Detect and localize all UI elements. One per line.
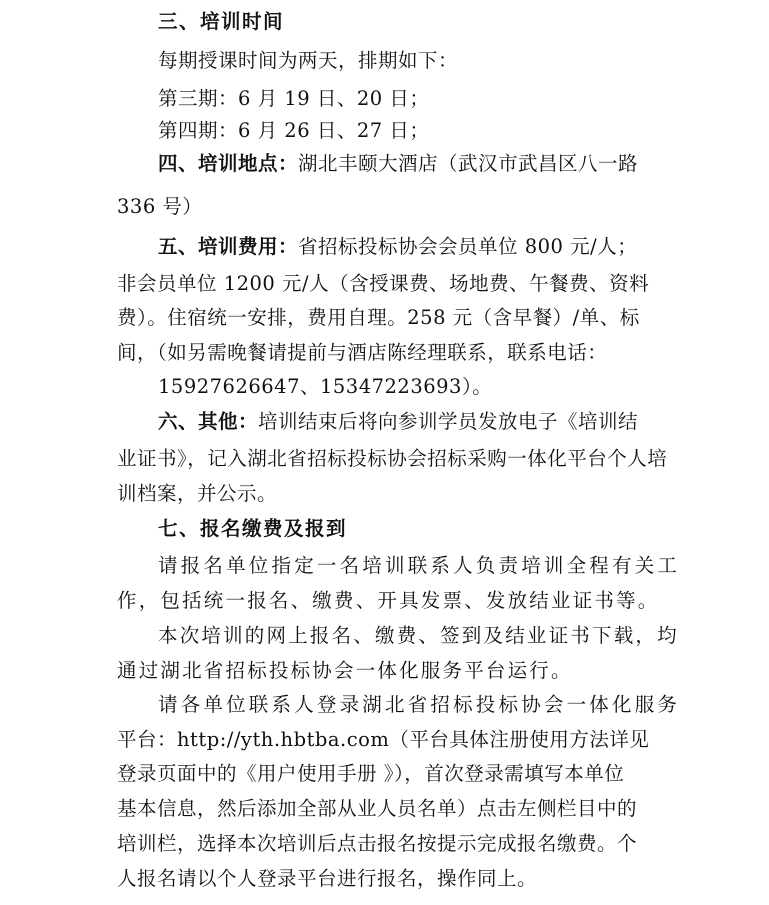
s6-line-2: 业证书》，记入湖北省招标投标协会招标采购一体化平台个人培 — [117, 447, 668, 470]
section-7-heading: 七、报名缴费及报到 — [158, 517, 348, 540]
s7-p2-line-1: 本次培训的网上报名、缴费、签到及结业证书下载，均 — [158, 624, 679, 647]
s7-p1-line-2: 作，包括统一报名、缴费、开具发票、发放结业证书等。 — [117, 589, 660, 612]
s3-line-2: 第三期：6 月 19 日、20 日； — [158, 87, 430, 110]
section-5-text: 省招标投标协会会员单位 800 元/人； — [298, 235, 638, 258]
section-6-line-1 — [0, 409, 769, 435]
s5-line-4: 间，（如另需晚餐请提前与酒店陈经理联系，联系电话： — [117, 341, 608, 364]
s7-p3-line-5: 培训栏，选择本次培训后点击报名按提示完成报名缴费。个 — [117, 832, 638, 855]
s7-p2-line-2: 通过湖北省招标投标协会一体化服务平台运行。 — [117, 659, 573, 682]
s7-p3-line-2: 平台：http://yth.hbtba.com（平台具体注册使用方法详见 — [117, 728, 650, 751]
section-3-heading: 三、培训时间 — [158, 10, 285, 33]
section-5-line-1 — [0, 234, 769, 260]
s5-line-3: 费）。住宿统一安排，费用自理。258 元（含早餐）/单、标 — [117, 306, 640, 329]
section-6-text: 培训结束后将向参训学员发放电子《培训结 — [258, 410, 639, 433]
s7-p3-line-4: 基本信息，然后添加全部从业人员名单）点击左侧栏目中的 — [117, 797, 638, 820]
s5-line-2: 非会员单位 1200 元/人（含授课费、场地费、午餐费、资料 — [117, 272, 650, 295]
section-4-label: 四、培训地点： — [158, 152, 299, 175]
s5-line-5: 15927626647、15347223693）。 — [158, 375, 493, 398]
section-4-text: 湖北丰颐大酒店（武汉市武昌区八一路 — [298, 152, 639, 175]
section-4-line-1 — [0, 151, 769, 177]
s6-line-3: 训档案，并公示。 — [117, 482, 278, 505]
s7-p3-line-3: 登录页面中的《用户使用手册 》），首次登录需填写本单位 — [117, 762, 625, 785]
section-5-label: 五、培训费用： — [158, 235, 299, 258]
s7-p3-line-6: 人报名请以个人登录平台进行报名，操作同上。 — [117, 867, 538, 890]
section-6-label: 六、其他： — [158, 410, 259, 433]
s3-line-3: 第四期：6 月 26 日、27 日； — [158, 119, 430, 142]
s7-p3-line-1: 请各单位联系人登录湖北省招标投标协会一体化服务 — [158, 693, 681, 716]
s3-line-1: 每期授课时间为两天，排期如下： — [158, 49, 459, 72]
section-4-line-2: 336 号） — [117, 195, 203, 218]
s7-p1-line-1: 请报名单位指定一名培训联系人负责培训全程有关工 — [158, 554, 681, 577]
